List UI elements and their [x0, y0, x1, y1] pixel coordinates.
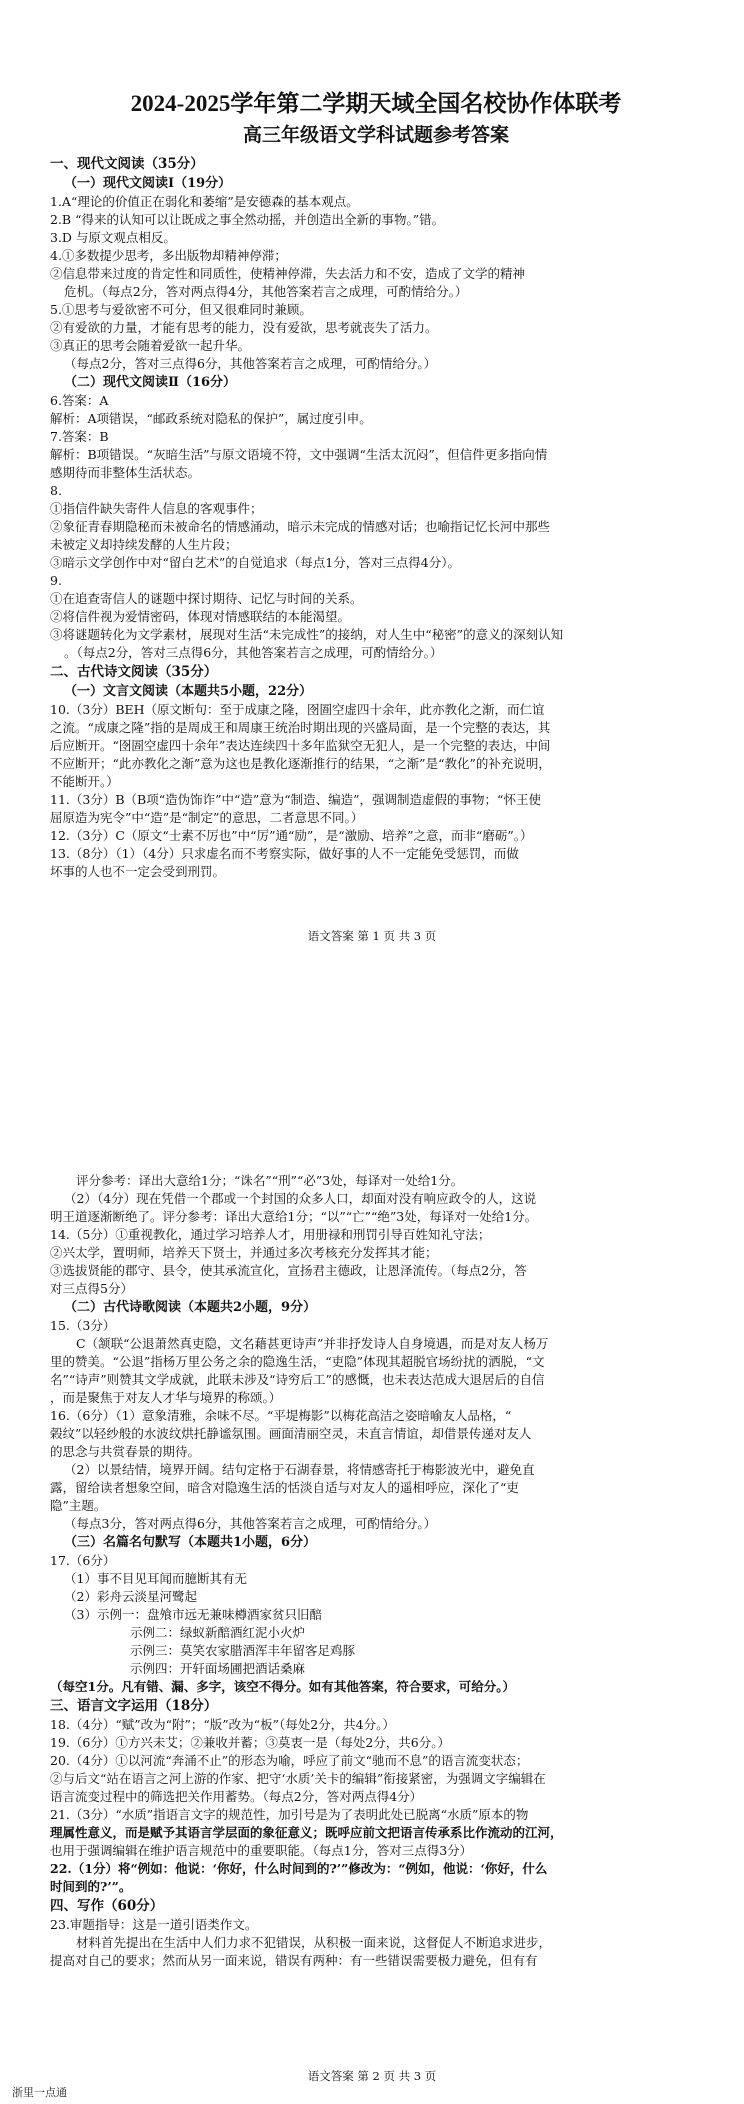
page1-line: 2.B “得来的认知可以让既成之事全然动摇，并创造出全新的事物。”错。: [50, 212, 445, 227]
page1-line: 感期待而非整体生活状态。: [50, 465, 201, 480]
page2-line: 示例四：开轩面场圃把酒话桑麻: [130, 1661, 306, 1676]
page1-line: 。（每点2分，答对三点得6分，其他答案若言之成理，可酌情给分。）: [64, 645, 443, 660]
page1-body: [50, 154, 702, 881]
page1-line: ①指信件缺失寄件人信息的客观事件；: [50, 501, 263, 516]
page2-line: ②兴太学，置明师，培养天下贤士，并通过多次考核充分发挥其才能；: [50, 1245, 438, 1260]
page1-line: 9.: [50, 573, 62, 588]
page1-line: 未被定义却持续发酵的人生片段；: [50, 537, 238, 552]
page2-line: 理属性意义，而是赋予其语言学层面的象征意义；既呼应前文把语言传承系比作流动的江河，: [50, 1825, 563, 1840]
page2-line: （每空1分。凡有错、漏、多字，该空不得分。如有其他答案，符合要求，可给分。）: [50, 1679, 515, 1694]
page2-line: ③选拔贤能的郡守、县令，使其承流宣化，宣扬君主德政，让恩泽流传。（每点2分，答: [50, 1263, 527, 1278]
page1-line: （一）现代文阅读Ⅰ（19分）: [64, 176, 232, 191]
page2-line: 名”“诗声”则赞其文学成就，此联未涉及“诗穷后工”的感慨，也未表达范成大退居后的自信: [50, 1372, 545, 1387]
page1-line: 之流。“成康之隆”指的是周成王和周康王统治时期出现的兴盛局面，是一个完整的表达，其: [50, 720, 551, 735]
page2-line: 16.（6分）（1）意象清雅，余味不尽。“平堤梅影”以梅花高洁之姿暗喻友人品格，“: [50, 1408, 512, 1423]
page2-body: [50, 1172, 702, 1970]
page2-line: 明王道逐渐断绝了。评分参考：译出大意给1分；“以”“亡”“绝”3处，每译对一处给1分。: [50, 1209, 538, 1224]
page2-line: 露，留给读者想象空间，暗含对隐逸生活的恬淡自适与对友人的遥相呼应，深化了“吏: [50, 1480, 519, 1495]
page1-line: 4.①多数提少思考，多出版物却精神停滞；: [50, 248, 287, 263]
page2-line: 也用于强调编辑在维护语言规范中的重要职能。（每点1分，答对三点得3分）: [50, 1843, 473, 1858]
page1-footer: 语文答案 第 1 页 共 3 页: [307, 929, 437, 943]
page1-line: 不能断开。）: [50, 774, 119, 789]
page1-line: 解析：B项错误。“灰暗生活”与原文语境不符，文中强调“生活太沉闷”，但信件更多指向情: [50, 447, 548, 462]
brand-watermark-text: 浙里一点通: [12, 2086, 67, 2099]
page2-line: （1）事不目见耳闻而臆断其有无: [64, 1571, 247, 1586]
page1-line: ②象征青春期隐秘而未被命名的情感涌动，暗示未完成的情感对话；也喻指记忆长河中那些: [50, 519, 551, 534]
page1-line: ②有爱欲的力量，才能有思考的能力，没有爱欲，思考就丧失了活力。: [50, 320, 438, 335]
page1-line: 危机。（每点2分，答对两点得4分，其他答案若言之成理，可酌情给分。）: [64, 284, 468, 299]
page1-line: 屈原造为宪令”中“造”是“制定”的意思，二者意思不同。）: [50, 810, 364, 825]
page2-line: C（颔联“公退萧然真吏隐，文名藉甚更诗声”并非抒发诗人自身境遇，而是对友人杨万: [76, 1336, 549, 1351]
page2-line: 21.（3分）“水质”指语言文字的规范性，加引号是为了表明此处已脱离“水质”原本的物: [50, 1807, 529, 1822]
page1-line: ①在追查寄信人的谜题中探讨期待、记忆与时间的关系。: [50, 591, 363, 606]
page1-line: 1.A“理论的价值正在弱化和萎缩”是安德森的基本观点。: [50, 194, 359, 209]
page1-line: ②信息带来过度的肯定性和同质性，使精神停滞，失去活力和不安，造成了文学的精神: [50, 266, 526, 281]
page1-line: 6.答案：A: [50, 393, 109, 408]
page2-line: 三、语言文字运用（18分）: [50, 1698, 218, 1714]
page2-line: （2）以景结情，境界开阔。结句定格于石湖春景，将情感寄托于梅影波光中，避免直: [64, 1462, 535, 1477]
page2-line: ，而是聚焦于对友人才华与境界的称颂。）: [50, 1390, 282, 1405]
page2-line: 示例二：绿蚁新醅酒红泥小火炉: [130, 1625, 306, 1640]
page2-line: 示例三：莫笑农家腊酒浑丰年留客足鸡豚: [130, 1643, 356, 1658]
page1-line: 解析：A项错误，“邮政系统对隐私的保护”，属过度引申。: [50, 411, 372, 426]
page2-line: 材料首先提出在生活中人们力求不犯错误，从积极一面来说，这督促人不断追求进步，: [76, 1935, 552, 1950]
page2-line: 17.（6分）: [50, 1553, 116, 1568]
page2-line: （3）示例一：盘飧市远无兼味樽酒家贫只旧醅: [64, 1607, 322, 1622]
page2-line: 对三点得5分）: [50, 1281, 133, 1296]
answer-page-1: [50, 88, 702, 881]
page1-line: 12.（3分）C（原文“士素不厉也”中“厉”通“励”，是“激励、培养”之意，而非“磨砺”。）: [50, 828, 533, 843]
page2-line: 19.（6分）①方兴未艾；②兼收并蓄；③莫衷一是（每处2分，共6分。）: [50, 1735, 450, 1750]
page2-line: 14.（5分）①重视教化，通过学习培养人才，用册禄和刑罚引导百姓知礼守法；: [50, 1227, 491, 1242]
page2-line: 语言流变过程中的筛选把关作用蓄势。（每点2分，答对两点得4分）: [50, 1789, 423, 1804]
page2-line: 榖纹”以轻纱般的水波纹烘托静谧氛围。画面清丽空灵，未直言情谊，却借景传递对友人: [50, 1426, 532, 1441]
answer-page-2: [50, 1172, 702, 1970]
page1-line: ③暗示文学创作中对“留白艺术”的自觉追求（每点1分，答对三点得4分）。: [50, 555, 460, 570]
page1-line: 后应断开。“囹圄空虚四十余年”表达连续四十多年监狱空无犯人，是一个完整的表达，中间: [50, 738, 551, 753]
page1-line: ②将信件视为爱情密码，体现对情感联结的本能渴望。: [50, 609, 351, 624]
page2-line: （每点3分，答对两点得6分，其他答案若言之成理，可酌情给分。）: [64, 1516, 437, 1531]
page1-line: 3.D 与原文观点相反。: [50, 230, 176, 245]
page2-line: （三）名篇名句默写（本题共1小题，6分）: [64, 1535, 317, 1550]
page1-line: 二、古代诗文阅读（35分）: [50, 664, 218, 680]
page2-line: 20.（4分）①以河流“奔涌不止”的形态为喻，呼应了前文“驰而不息”的语言流变状态；: [50, 1753, 529, 1768]
page2-line: 四、写作（60分）: [50, 1898, 164, 1914]
document-title: 2024-2025学年第二学期天域全国名校协作体联考: [130, 91, 622, 116]
document-subtitle: 高三年级语文学科试题参考答案: [242, 124, 509, 146]
page2-line: 的思念与共赏春景的期待。: [50, 1444, 201, 1459]
page2-line: （二）古代诗歌阅读（本题共2小题，9分）: [64, 1300, 317, 1315]
page2-footer: 语文答案 第 2 页 共 3 页: [307, 2069, 437, 2083]
page1-line: 8.: [50, 483, 62, 498]
page2-line: 里的赞美。“公退”指杨万里公务之余的隐逸生活，“吏隐”体现其超脱官场纷扰的洒脱，“文: [50, 1354, 545, 1369]
page1-line: （一）文言文阅读（本题共5小题，22分）: [64, 684, 313, 699]
page1-line: ③真正的思考会随着爱欲一起升华。: [50, 338, 251, 353]
page2-line: 23.审题指导：这是一道引语类作文。: [50, 1917, 258, 1932]
page2-line: （2）（4分）现在凭借一个郡或一个封国的众多人口，却面对没有响应政令的人，这说: [64, 1191, 537, 1206]
page1-line: 一、现代文阅读（35分）: [50, 156, 204, 172]
page2-line: ②与后文“站在语言之河上游的作家、把守‘水质’关卡的编辑”衔接紧密，为强调文字编辑在: [50, 1771, 546, 1786]
page2-line: 评分参考：译出大意给1分；“诛名”“刑”“必”3处，每译对一处给1分。: [76, 1173, 464, 1188]
page2-line: 提高对自己的要求；然而从另一面来说，错误有两种：有一些错误需要极力避免，但有有: [50, 1953, 538, 1968]
page2-line: 22.（1分）将“例如：他说：‘你好，什么时间到的?’”修改为：“例如，他说：‘你好，什么: [50, 1861, 548, 1876]
page2-line: 18.（4分）“赋”改为“附”；“版”改为“板”（每处2分，共4分。）: [50, 1717, 395, 1732]
page1-line: 7.答案：B: [50, 429, 109, 444]
page2-line: 15.（3分）: [50, 1318, 116, 1333]
page2-line: 隐”主题。: [50, 1498, 107, 1513]
page1-line: 5.①思考与爱欲密不可分，但又很难同时兼顾。: [50, 302, 312, 317]
page2-line: 时间到的?’”。: [50, 1879, 132, 1894]
page2-line: （2）彩舟云淡星河鹭起: [64, 1589, 197, 1604]
page1-line: 坏事的人也不一定会受到刑罚。: [50, 864, 226, 879]
page1-line: 11.（3分）B（B项“造伪饰诈”中“造”意为“制造、编造”，强调制造虚假的事物；“怀王使: [50, 792, 541, 807]
page1-line: （每点2分，答对三点得6分，其他答案若言之成理，可酌情给分。）: [64, 356, 437, 371]
page1-line: （二）现代文阅读Ⅱ（16分）: [64, 375, 237, 390]
page1-line: ③将谜题转化为文学素材，展现对生活“未完成性”的接纳，对人生中“秘密”的意义的深刻认知: [50, 627, 564, 642]
page1-line: 不应断开；“此亦教化之渐”意为这也是教化逐渐推行的结果，“之渐”是“教化”的补充说明，: [50, 756, 551, 771]
page1-line: 10.（3分）BEH（原文断句：至于成康之隆，囹圄空虚四十余年，此亦教化之渐，而仁谊: [50, 702, 545, 717]
page1-line: 13.（8分）（1）（4分）只求虚名而不考察实际，做好事的人不一定能免受惩罚，而做: [50, 846, 519, 861]
